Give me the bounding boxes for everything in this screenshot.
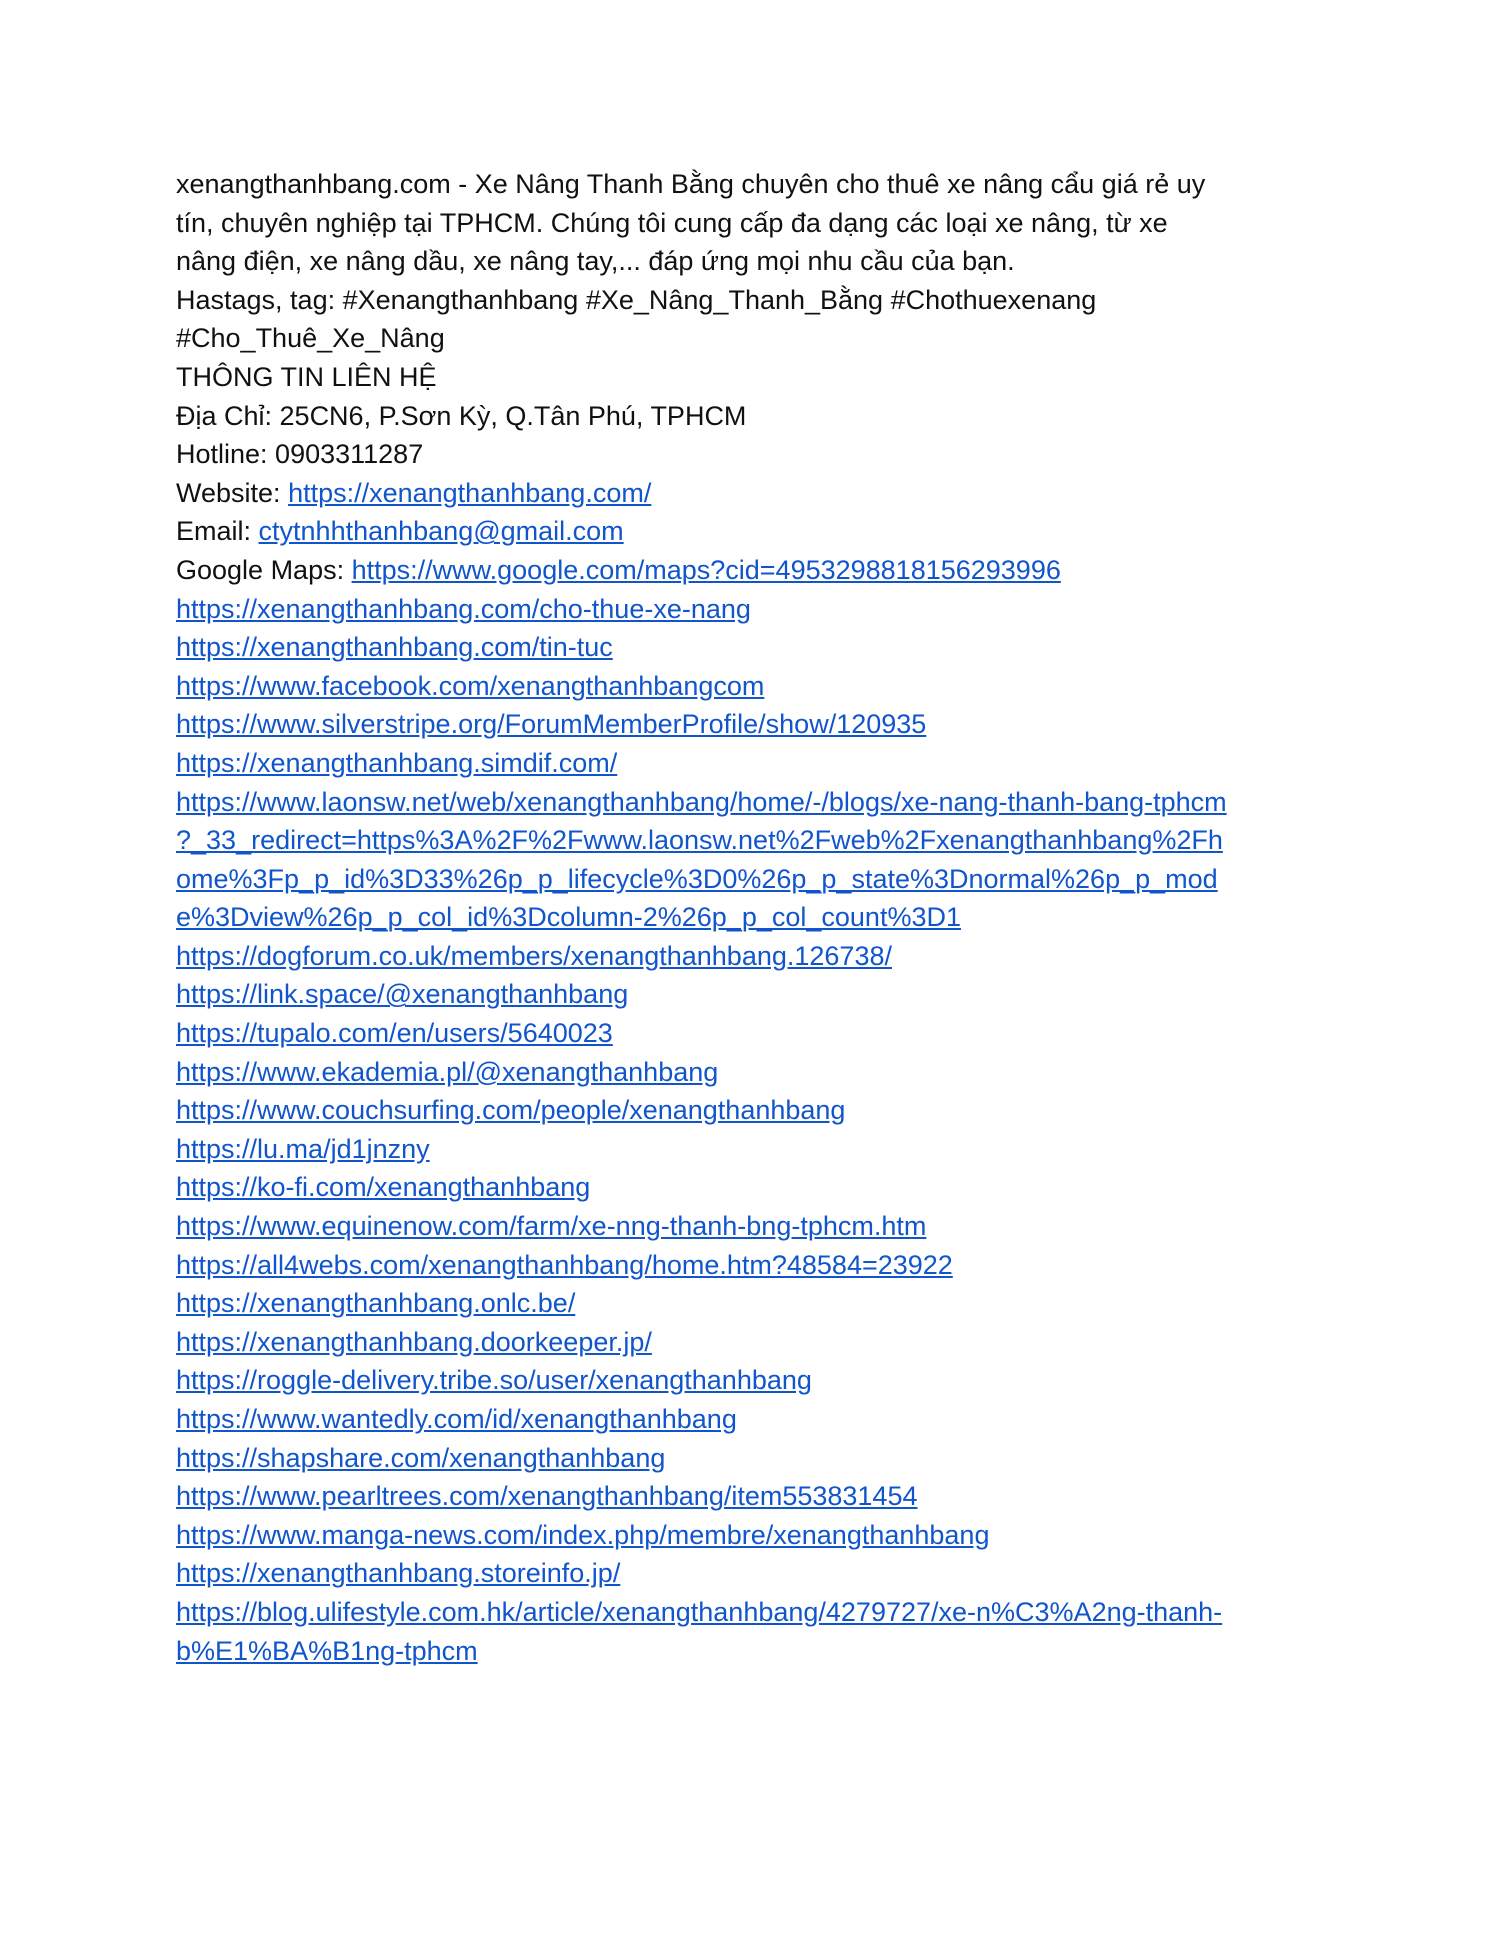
text-line: Hastags, tag: #Xenangthanhbang #Xe_Nâng_Thanh_Bằng #Chothuexenang [176,284,1097,315]
link-line [176,1439,1326,1478]
profile-link[interactable]: https://xenangthanhbang.com/cho-thue-xe-nang [176,593,751,624]
contact-link[interactable]: https://www.google.com/maps?cid=4953298818156293996 [351,554,1061,585]
profile-link[interactable]: https://lu.ma/jd1jnzny [176,1133,430,1164]
profile-link[interactable]: https://www.silverstripe.org/ForumMemberProfile/show/120935 [176,709,927,740]
link-line [176,1323,1326,1362]
profile-link[interactable]: https://roggle-delivery.tribe.so/user/xenangthanhbang [176,1365,812,1396]
link-line [176,937,1326,976]
profile-link[interactable]: https://blog.ulifestyle.com.hk/article/xenangthanhbang/4279727/xe-n%C3%A2ng-thanh- [176,1596,1223,1627]
profile-link[interactable]: https://www.ekademia.pl/@xenangthanhbang [176,1056,719,1087]
profile-link[interactable]: https://xenangthanhbang.storeinfo.jp/ [176,1558,621,1589]
profile-link[interactable]: https://www.laonsw.net/web/xenangthanhbang/home/-/blogs/xe-nang-thanh-bang-tphcm [176,786,1227,817]
contact-line [176,474,1326,513]
link-line [176,860,1326,899]
profile-link[interactable]: https://xenangthanhbang.com/tin-tuc [176,632,613,663]
text-line: Địa Chỉ: 25CN6, P.Sơn Kỳ, Q.Tân Phú, TPHCM [176,400,747,431]
profile-link[interactable]: https://shapshare.com/xenangthanhbang [176,1442,666,1473]
link-line [176,821,1326,860]
link-line [176,1207,1326,1246]
link-line [176,1554,1326,1593]
profile-link[interactable]: https://xenangthanhbang.onlc.be/ [176,1288,576,1319]
text-line: tín, chuyên nghiệp tại TPHCM. Chúng tôi cung cấp đa dạng các loại xe nâng, từ xe [176,207,1168,238]
link-line [176,705,1326,744]
profile-link[interactable]: https://www.equinenow.com/farm/xe-nng-thanh-bng-tphcm.htm [176,1211,927,1242]
link-line [176,898,1326,937]
link-line [176,1477,1326,1516]
link-line [176,1053,1326,1092]
profile-link[interactable]: https://xenangthanhbang.simdif.com/ [176,747,618,778]
text-line: THÔNG TIN LIÊN HỆ [176,361,437,392]
contact-link[interactable]: ctytnhhthanhbang@gmail.com [258,516,624,547]
link-line [176,1246,1326,1285]
profile-link[interactable]: https://link.space/@xenangthanhbang [176,979,629,1010]
link-line [176,590,1326,629]
text-line: nâng điện, xe nâng dầu, xe nâng tay,... đáp ứng mọi nhu cầu của bạn. [176,246,1015,277]
contact-label: Email: [176,516,259,547]
profile-link[interactable]: https://www.wantedly.com/id/xenangthanhbang [176,1404,737,1434]
profile-link[interactable]: https://www.manga-news.com/index.php/membre/xenangthanhbang [176,1519,990,1550]
profile-link[interactable]: b%E1%BA%B1ng-tphcm [176,1635,478,1666]
link-line [176,1014,1326,1053]
link-line [176,783,1326,822]
profile-link[interactable]: ome%3Fp_p_id%3D33%26p_p_lifecycle%3D0%26p_p_state%3Dnormal%26p_p_mod [176,863,1218,894]
link-line [176,975,1326,1014]
profile-link[interactable]: ?_33_redirect=https%3A%2F%2Fwww.laonsw.net%2Fweb%2Fxenangthanhbang%2Fh [176,825,1223,856]
profile-link[interactable]: https://ko-fi.com/xenangthanhbang [176,1172,591,1203]
contact-label: Google Maps: [176,554,352,585]
link-line [176,667,1326,706]
document-body [176,165,1326,1670]
profile-link[interactable]: https://tupalo.com/en/users/5640023 [176,1018,613,1049]
link-line [176,1130,1326,1169]
profile-link[interactable]: https://www.couchsurfing.com/people/xenangthanhbang [176,1095,846,1126]
link-line [176,1632,1326,1671]
text-line: xenangthanhbang.com - Xe Nâng Thanh Bằng chuyên cho thuê xe nâng cẩu giá rẻ uy [176,169,1206,199]
contact-line [176,512,1326,551]
profile-link[interactable]: https://all4webs.com/xenangthanhbang/home.htm?48584=23922 [176,1249,953,1280]
contact-line [176,551,1326,590]
link-line [176,1516,1326,1555]
profile-link[interactable]: https://dogforum.co.uk/members/xenangthanhbang.126738/ [176,940,892,971]
link-line [176,1400,1326,1439]
link-line [176,1284,1326,1323]
link-line [176,1593,1326,1632]
link-line [176,1361,1326,1400]
text-line: #Cho_Thuê_Xe_Nâng [176,323,445,354]
link-line [176,744,1326,783]
profile-link[interactable]: https://www.facebook.com/xenangthanhbangcom [176,670,765,701]
profile-link[interactable]: https://www.pearltrees.com/xenangthanhbang/item553831454 [176,1481,918,1512]
link-line [176,628,1326,667]
contact-link[interactable]: https://xenangthanhbang.com/ [288,477,652,508]
text-line: Hotline: 0903311287 [176,439,424,470]
profile-link[interactable]: https://xenangthanhbang.doorkeeper.jp/ [176,1326,652,1357]
link-line [176,1168,1326,1207]
profile-link[interactable]: e%3Dview%26p_p_col_id%3Dcolumn-2%26p_p_col_count%3D1 [176,902,961,933]
link-line [176,1091,1326,1130]
contact-label: Website: [176,477,289,508]
